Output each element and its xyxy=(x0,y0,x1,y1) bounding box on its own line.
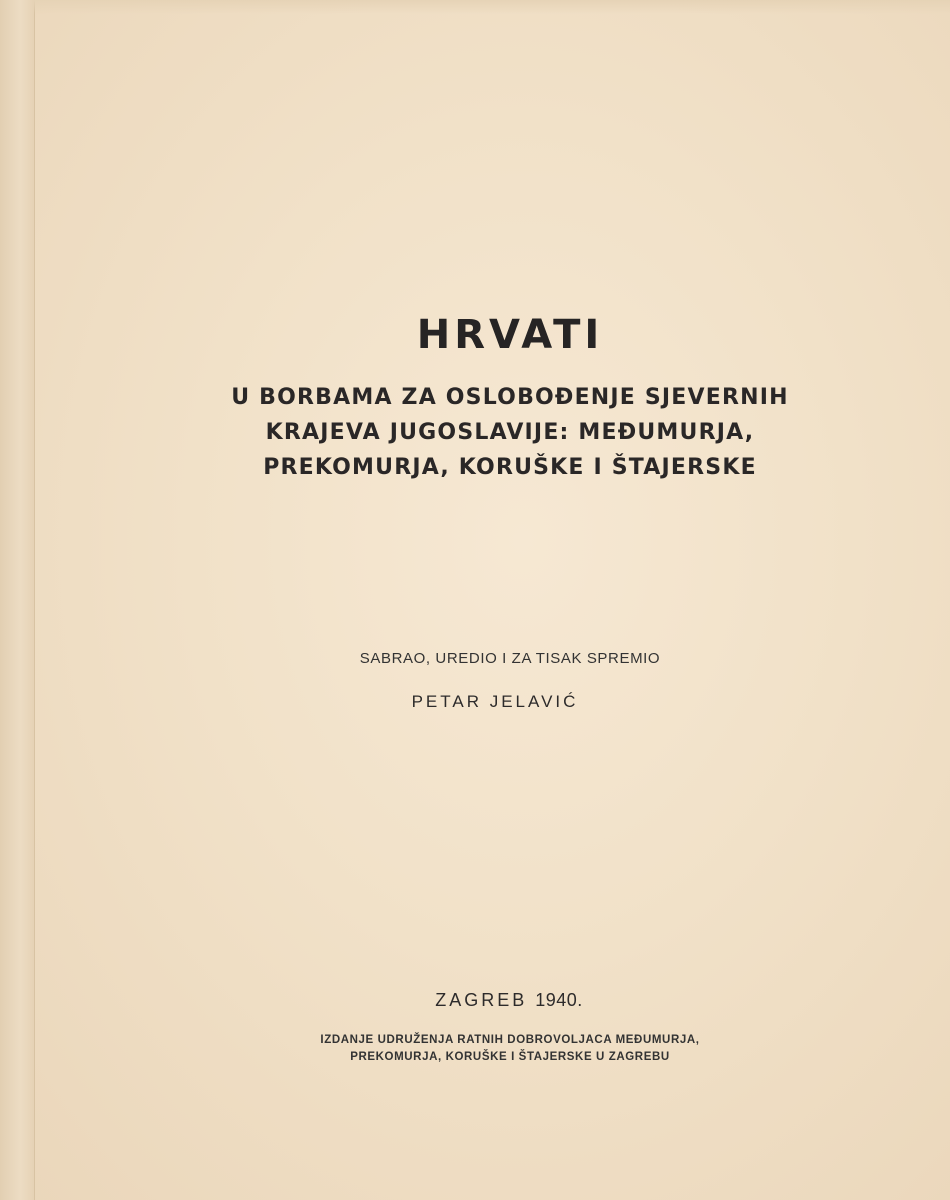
imprint-place-year xyxy=(0,990,950,1011)
book-spine-edge xyxy=(0,0,35,1200)
publisher-line-2: PREKOMURJA, KORUŠKE I ŠTAJERSKE U ZAGREBU xyxy=(350,1051,670,1063)
author-name: PETAR JELAVIĆ xyxy=(411,692,579,711)
subtitle-line-2: KRAJEVA JUGOSLAVIJE: MEĐUMURJA, xyxy=(265,420,755,445)
imprint-place: ZAGREB xyxy=(435,990,528,1010)
subtitle-line-3: PREKOMURJA, KORUŠKE I ŠTAJERSKE xyxy=(263,455,757,480)
publisher-line-1: IZDANJE UDRUŽENJA RATNIH DOBROVOLJACA MEĐUMURJA, xyxy=(320,1034,700,1046)
book-title: HRVATI xyxy=(416,312,604,358)
page-top-edge xyxy=(34,0,950,14)
book-subtitle xyxy=(0,380,950,485)
subtitle-line-1: U BORBAMA ZA OSLOBOĐENJE SJEVERNIH xyxy=(231,385,789,410)
editor-credit: SABRAO, UREDIO I ZA TISAK SPREMIO xyxy=(359,650,661,667)
imprint-year: 1940. xyxy=(535,990,583,1010)
publisher-note xyxy=(0,1032,950,1066)
